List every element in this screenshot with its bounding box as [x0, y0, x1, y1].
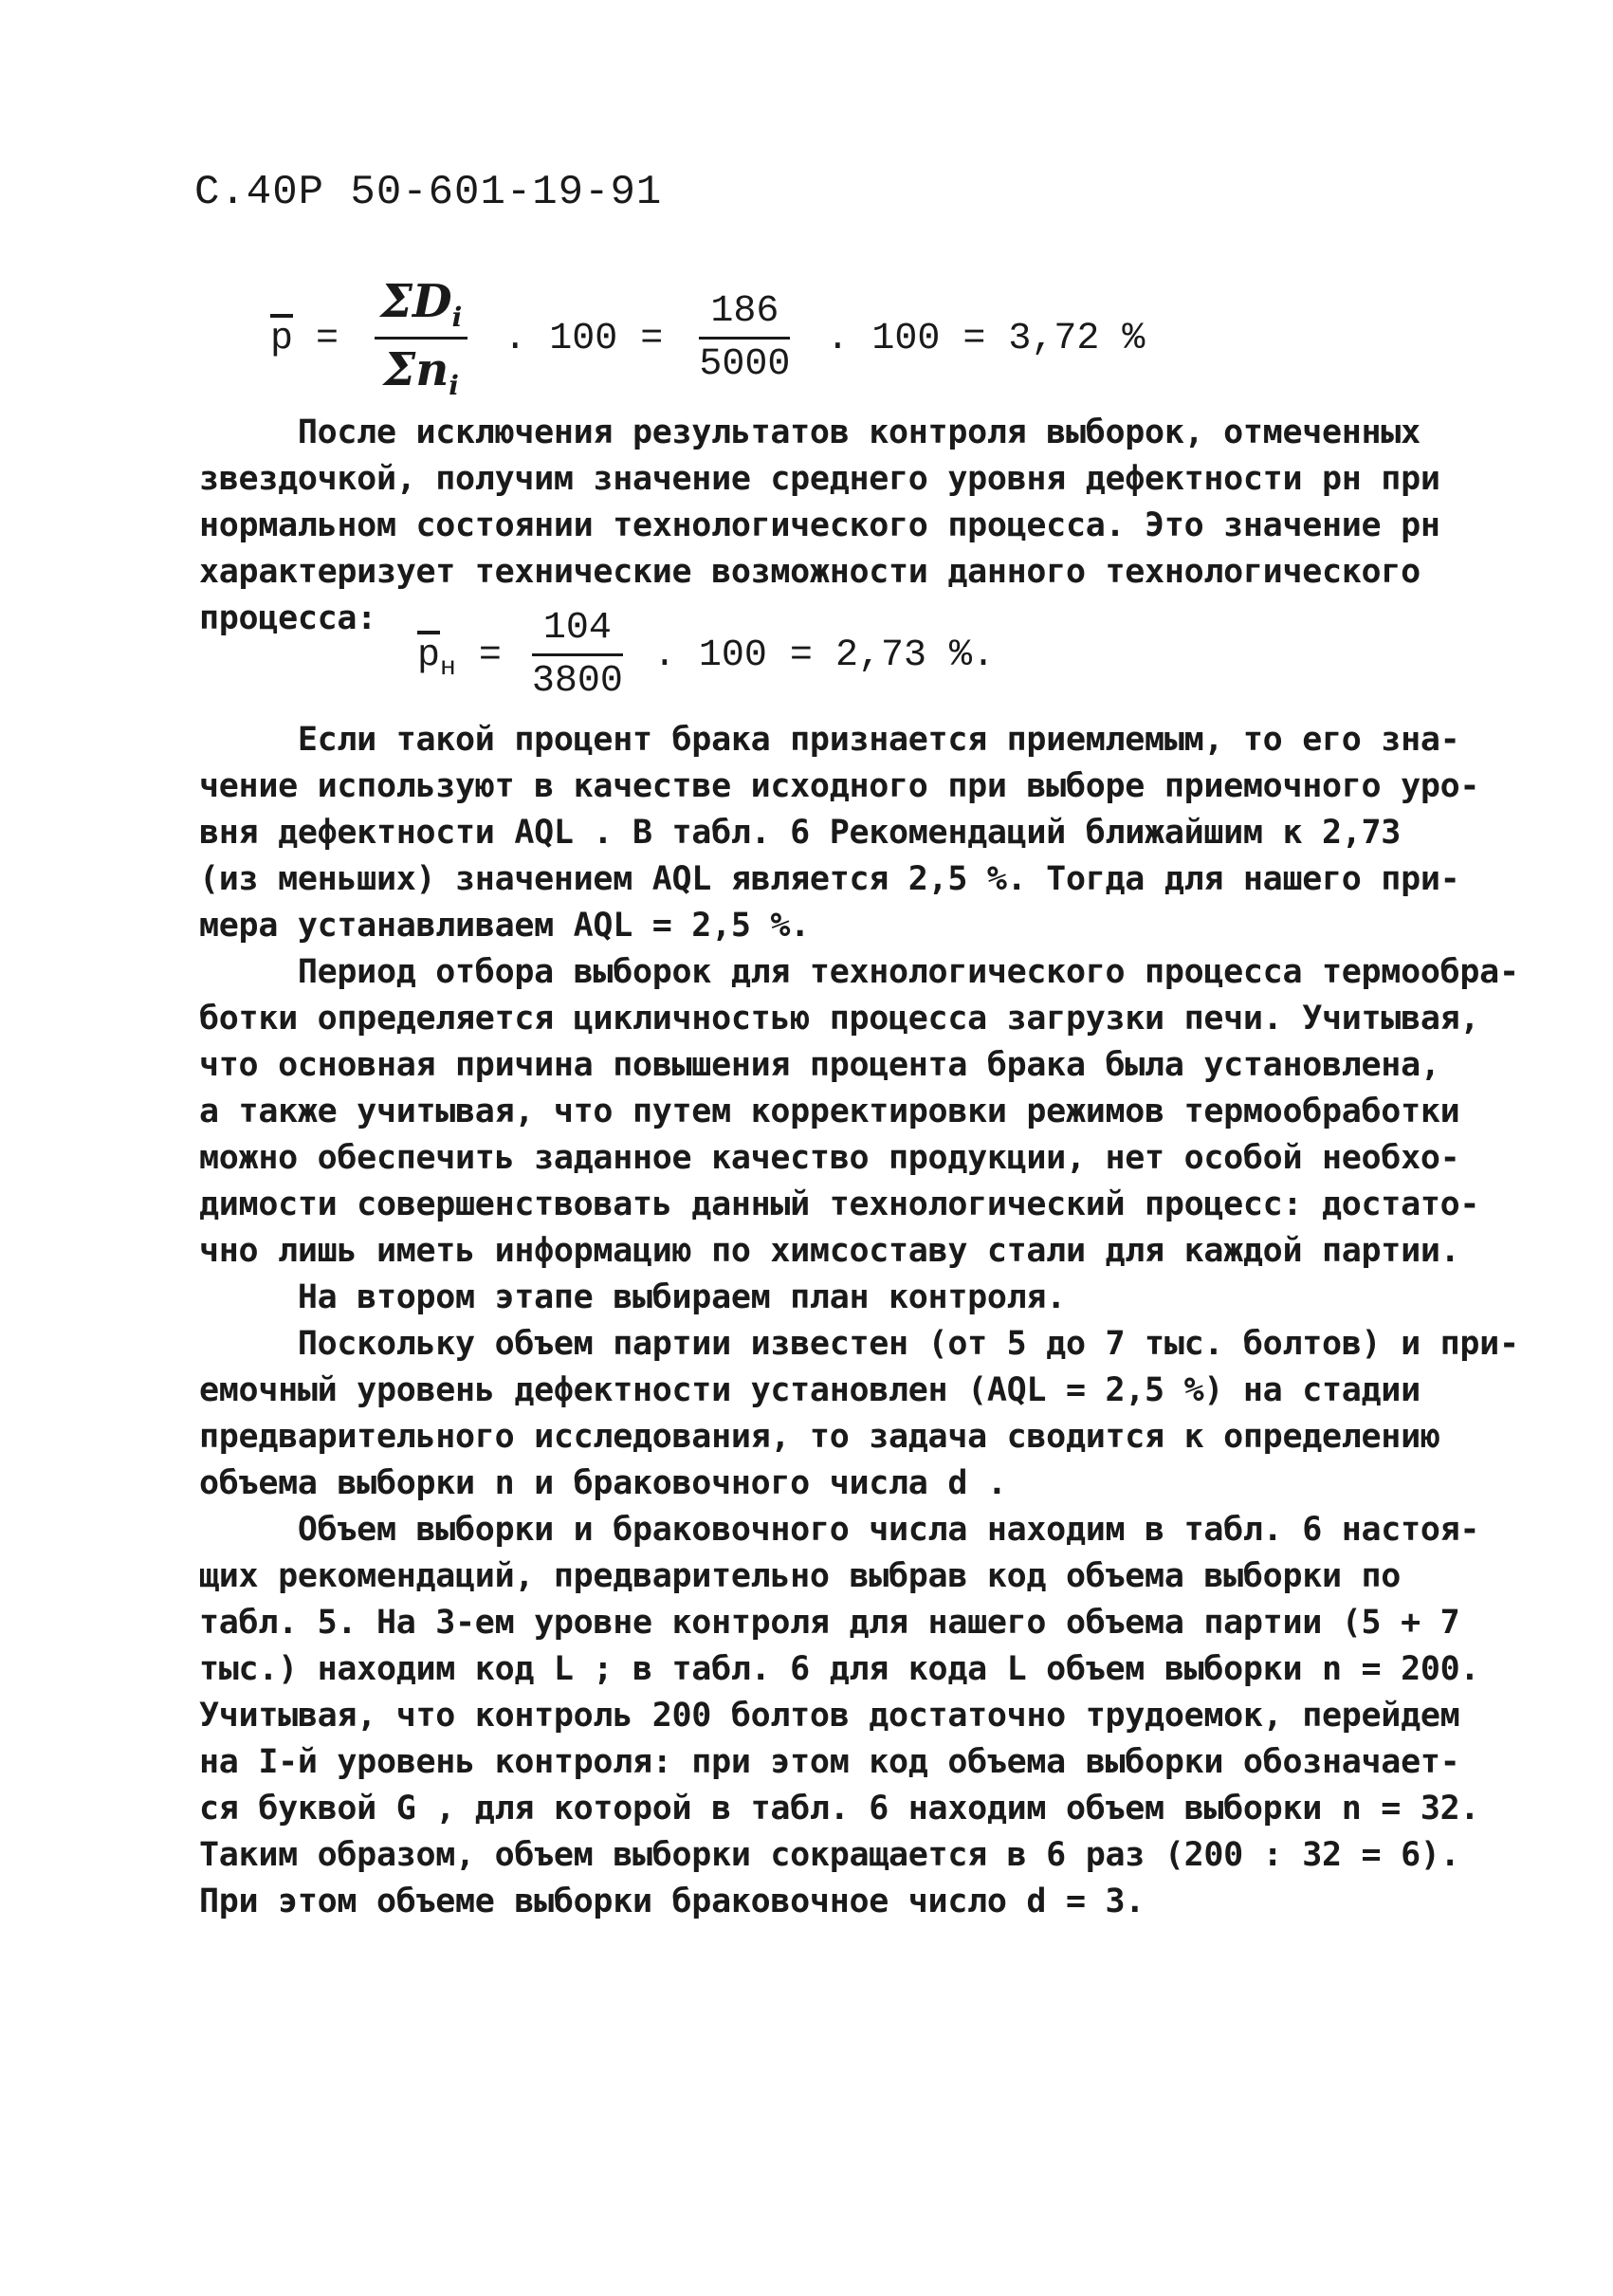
formula2-fraction: [532, 607, 623, 703]
formula1-numerator: 186: [699, 290, 790, 340]
page-header: С.40Р 50-601-19-91: [194, 169, 663, 216]
formula2-lhs-sub: н: [440, 653, 456, 684]
text-line: на I-й уровень контроля: при этом код объема выборки обозначает-: [199, 1743, 1460, 1781]
text-line: процесса:: [199, 599, 376, 637]
formula2-eq: =: [478, 634, 502, 678]
text-line: ботки определяется цикличностью процесса загрузки печи. Учитывая,: [199, 1000, 1480, 1038]
text-line: Таким образом, объем выборки сокращается в 6 раз (200 : 32 = 6).: [199, 1836, 1460, 1874]
formula2-denominator: 3800: [531, 660, 623, 703]
formula-normal-defect-rate: [417, 607, 995, 703]
formula1-sum-fraction: [375, 275, 467, 401]
text-line: характеризует технические возможности данного технологического: [199, 553, 1421, 591]
text-line: тыс.) находим код L ; в табл. 6 для кода L объем выборки n = 200.: [199, 1650, 1480, 1688]
text-line: звездочкой, получим значение среднего уровня дефектности pн при: [199, 460, 1440, 498]
formula2-lhs: $\overline{p}$: [417, 634, 441, 678]
formula2-numerator: 104: [532, 607, 623, 656]
text-line: а также учитывая, что путем корректировки режимов термообработки: [199, 1093, 1460, 1130]
text-line: что основная причина повышения процента брака была установлена,: [199, 1046, 1440, 1084]
text-line: чение используют в качестве исходного при выборе приемочного уро-: [199, 767, 1480, 805]
text-line: димости совершенствовать данный технологический процесс: достато-: [199, 1185, 1480, 1223]
text-line: Объем выборки и браковочного числа находим в табл. 6 настоя-: [199, 1511, 1480, 1549]
text-line: Период отбора выборок для технологического процесса термообра-: [199, 953, 1519, 991]
formula1-result: . 100 = 3,72 %: [826, 318, 1146, 361]
text-line: чно лишь иметь информацию по химсоставу стали для каждой партии.: [199, 1232, 1460, 1270]
text-line: После исключения результатов контроля выборок, отмеченных: [199, 413, 1421, 451]
formula1-fraction: [699, 290, 790, 386]
formula1-denominator: 5000: [699, 343, 791, 386]
text-line: емочный уровень дефектности установлен (AQL = 2,5 %) на стадии: [199, 1371, 1421, 1409]
text-line: Если такой процент брака признается приемлемым, то его зна-: [199, 721, 1460, 759]
text-line: ся буквой G , для которой в табл. 6 находим объем выборки n = 32.: [199, 1790, 1480, 1828]
text-line: мера устанавливаем AQL = 2,5 %.: [199, 907, 810, 945]
text-line: можно обеспечить заданное качество продукции, нет особой необхо-: [199, 1139, 1460, 1177]
text-line: щих рекомендаций, предварительно выбрав код объема выборки по: [199, 1557, 1402, 1595]
formula1-lhs: $\overline{p}$: [270, 318, 294, 361]
formula1-mult1: . 100 =: [504, 318, 664, 361]
formula2-result: . 100 = 2,73 %.: [652, 634, 995, 678]
text-line: (из меньших) значением AQL является 2,5 %. Тогда для нашего при-: [199, 860, 1460, 898]
text-line: вня дефектности AQL . В табл. 6 Рекомендаций ближайшим к 2,73: [199, 814, 1402, 852]
text-line: При этом объеме выборки браковочное число d = 3.: [199, 1883, 1146, 1920]
text-line: объема выборки n и браковочного числа d .: [199, 1464, 1007, 1502]
body-text: [199, 717, 1519, 1925]
text-line: На втором этапе выбираем план контроля.: [199, 1278, 1066, 1316]
formula1-sum-denominator: $\Sigma n_i$: [383, 343, 459, 401]
text-line: нормальном состоянии технологического процесса. Это значение pн: [199, 506, 1440, 544]
formula1-eq: =: [316, 318, 339, 361]
formula-average-defect-rate: [270, 275, 1145, 401]
text-line: Поскольку объем партии известен (от 5 до 7 тыс. болтов) и при-: [199, 1325, 1519, 1363]
text-line: табл. 5. На 3-ем уровне контроля для нашего объема партии (5 + 7: [199, 1604, 1460, 1642]
text-line: предварительного исследования, то задача сводится к определению: [199, 1418, 1440, 1456]
text-line: Учитывая, что контроль 200 болтов достаточно трудоемок, перейдем: [199, 1697, 1460, 1735]
formula1-sum-numerator: $\Sigma D_i$: [375, 275, 467, 340]
